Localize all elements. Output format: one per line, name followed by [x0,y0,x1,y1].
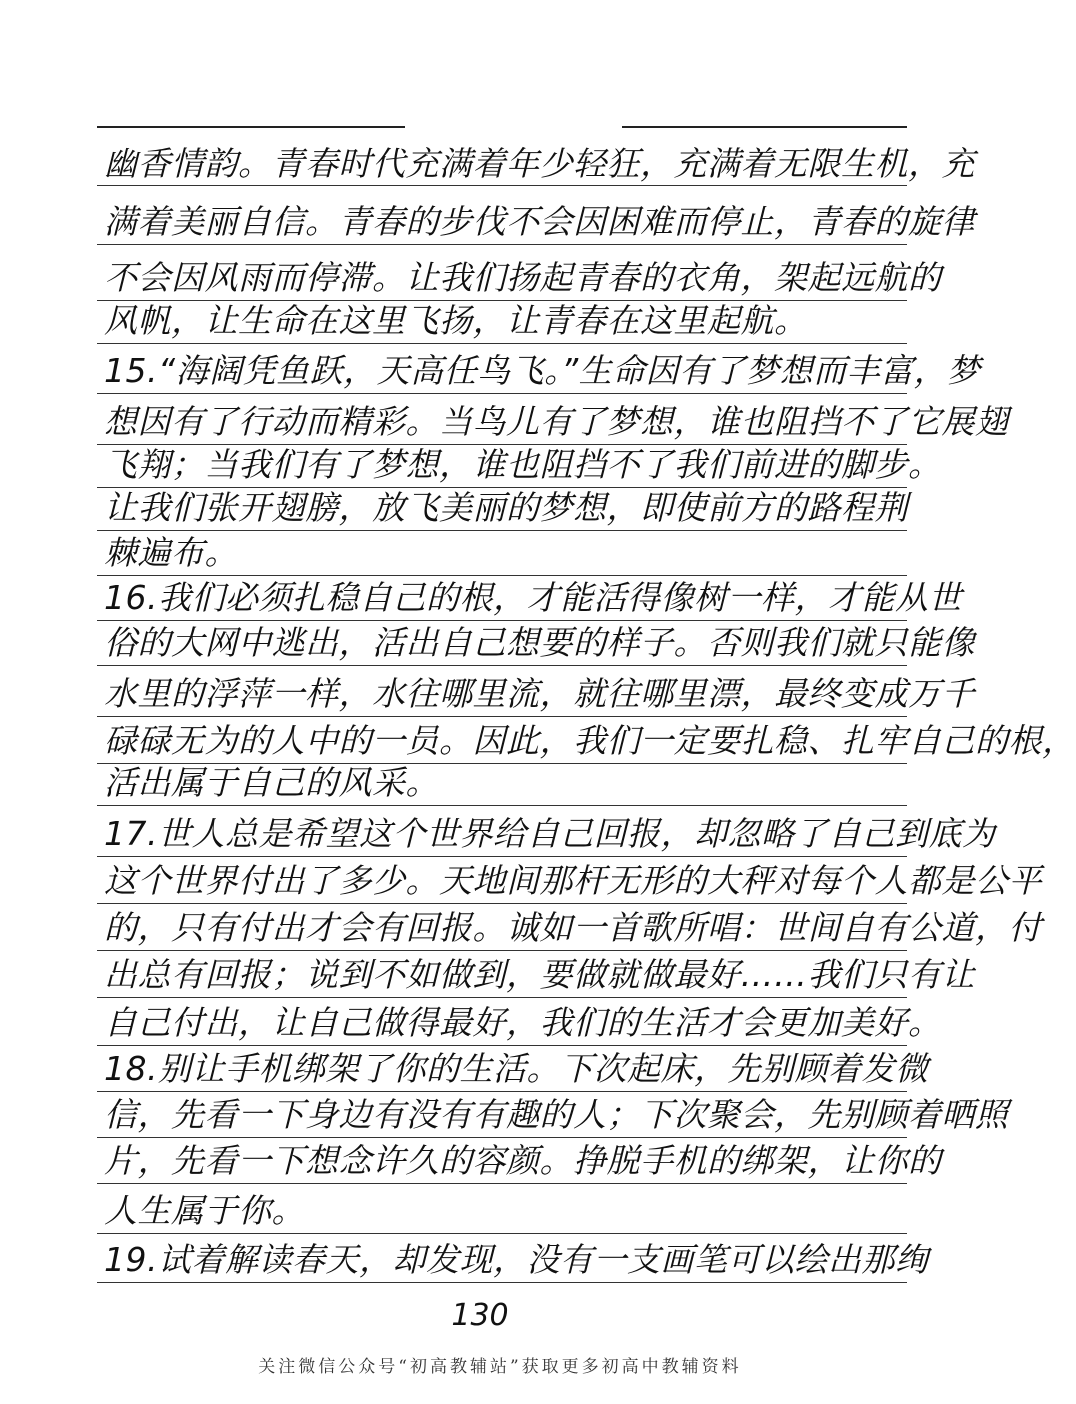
text-line: 让我们张开翅膀，放飞美丽的梦想，即使前方的路程荆 [104,488,908,527]
text-line: 棘遍布。 [104,533,238,572]
text-line: 这个世界付出了多少。天地间那杆无形的大秤对每个人都是公平 [104,861,1042,900]
text-line: 风帆，让生命在这里飞扬，让青春在这里起航。 [104,301,808,340]
page-number: 130 [451,1298,509,1333]
text-line: 活出属于自己的风采。 [104,763,439,802]
text-line: 16.我们必须扎稳自己的根，才能活得像树一样，才能从世 [104,578,962,617]
footer-notice: 关注微信公众号“初高教辅站”获取更多初高中教辅资料 [258,1357,742,1377]
text-line: 自己付出，让自己做得最好，我们的生活才会更加美好。 [104,1003,942,1042]
text-line: 水里的浮萍一样，水往哪里流，就往哪里漂，最终变成万千 [104,674,975,713]
text-line: 18.别让手机绑架了你的生活。下次起床，先别顾着发微 [104,1049,929,1088]
ruled-line [97,1233,907,1234]
text-line: 15.“海阔凭鱼跃，天高任鸟飞。”生命因有了梦想而丰富，梦 [104,351,981,390]
text-line: 不会因风雨而停滞。让我们扬起青春的衣角，架起远航的 [104,258,942,297]
text-line: 人生属于你。 [104,1191,305,1230]
ruled-line [97,393,907,394]
text-line: 的，只有付出才会有回报。诚如一首歌所唱：世间自有公道，付 [104,908,1042,947]
ruled-line [97,343,907,344]
ruled-line [97,997,907,998]
text-line: 满着美丽自信。青春的步伐不会因困难而停止，青春的旋律 [104,202,975,241]
ruled-line [97,950,907,951]
ruled-line [97,1183,907,1184]
ruled-line [97,1137,907,1138]
ruled-line [97,856,907,857]
ruled-line [97,1091,907,1092]
ruled-line [97,1282,907,1283]
text-line: 飞翔；当我们有了梦想，谁也阻挡不了我们前进的脚步。 [104,445,942,484]
text-line: 出总有回报；说到不如做到，要做就做最好……我们只有让 [104,955,975,994]
text-line: 俗的大网中逃出，活出自己想要的样子。否则我们就只能像 [104,623,975,662]
top-rule-right [622,126,907,128]
text-line: 19.试着解读春天，却发现，没有一支画笔可以绘出那绚 [104,1240,929,1279]
text-line: 片，先看一下想念许久的容颜。挣脱手机的绑架，让你的 [104,1141,942,1180]
ruled-line [97,1045,907,1046]
ruled-line [97,244,907,245]
text-line: 想因有了行动而精彩。当鸟儿有了梦想，谁也阻挡不了它展翅 [104,402,1009,441]
text-line: 17.世人总是希望这个世界给自己回报，却忽略了自己到底为 [104,814,996,853]
ruled-line [97,665,907,666]
ruled-line [97,716,907,717]
ruled-line [97,903,907,904]
top-rule-left [97,126,405,128]
text-line: 碌碌无为的人中的一员。因此，我们一定要扎稳、扎牢自己的根， [104,721,1076,760]
text-line: 信，先看一下身边有没有有趣的人；下次聚会，先别顾着晒照 [104,1095,1009,1134]
text-line: 幽香情韵。青春时代充满着年少轻狂，充满着无限生机，充 [104,144,975,183]
ruled-line [97,805,907,806]
